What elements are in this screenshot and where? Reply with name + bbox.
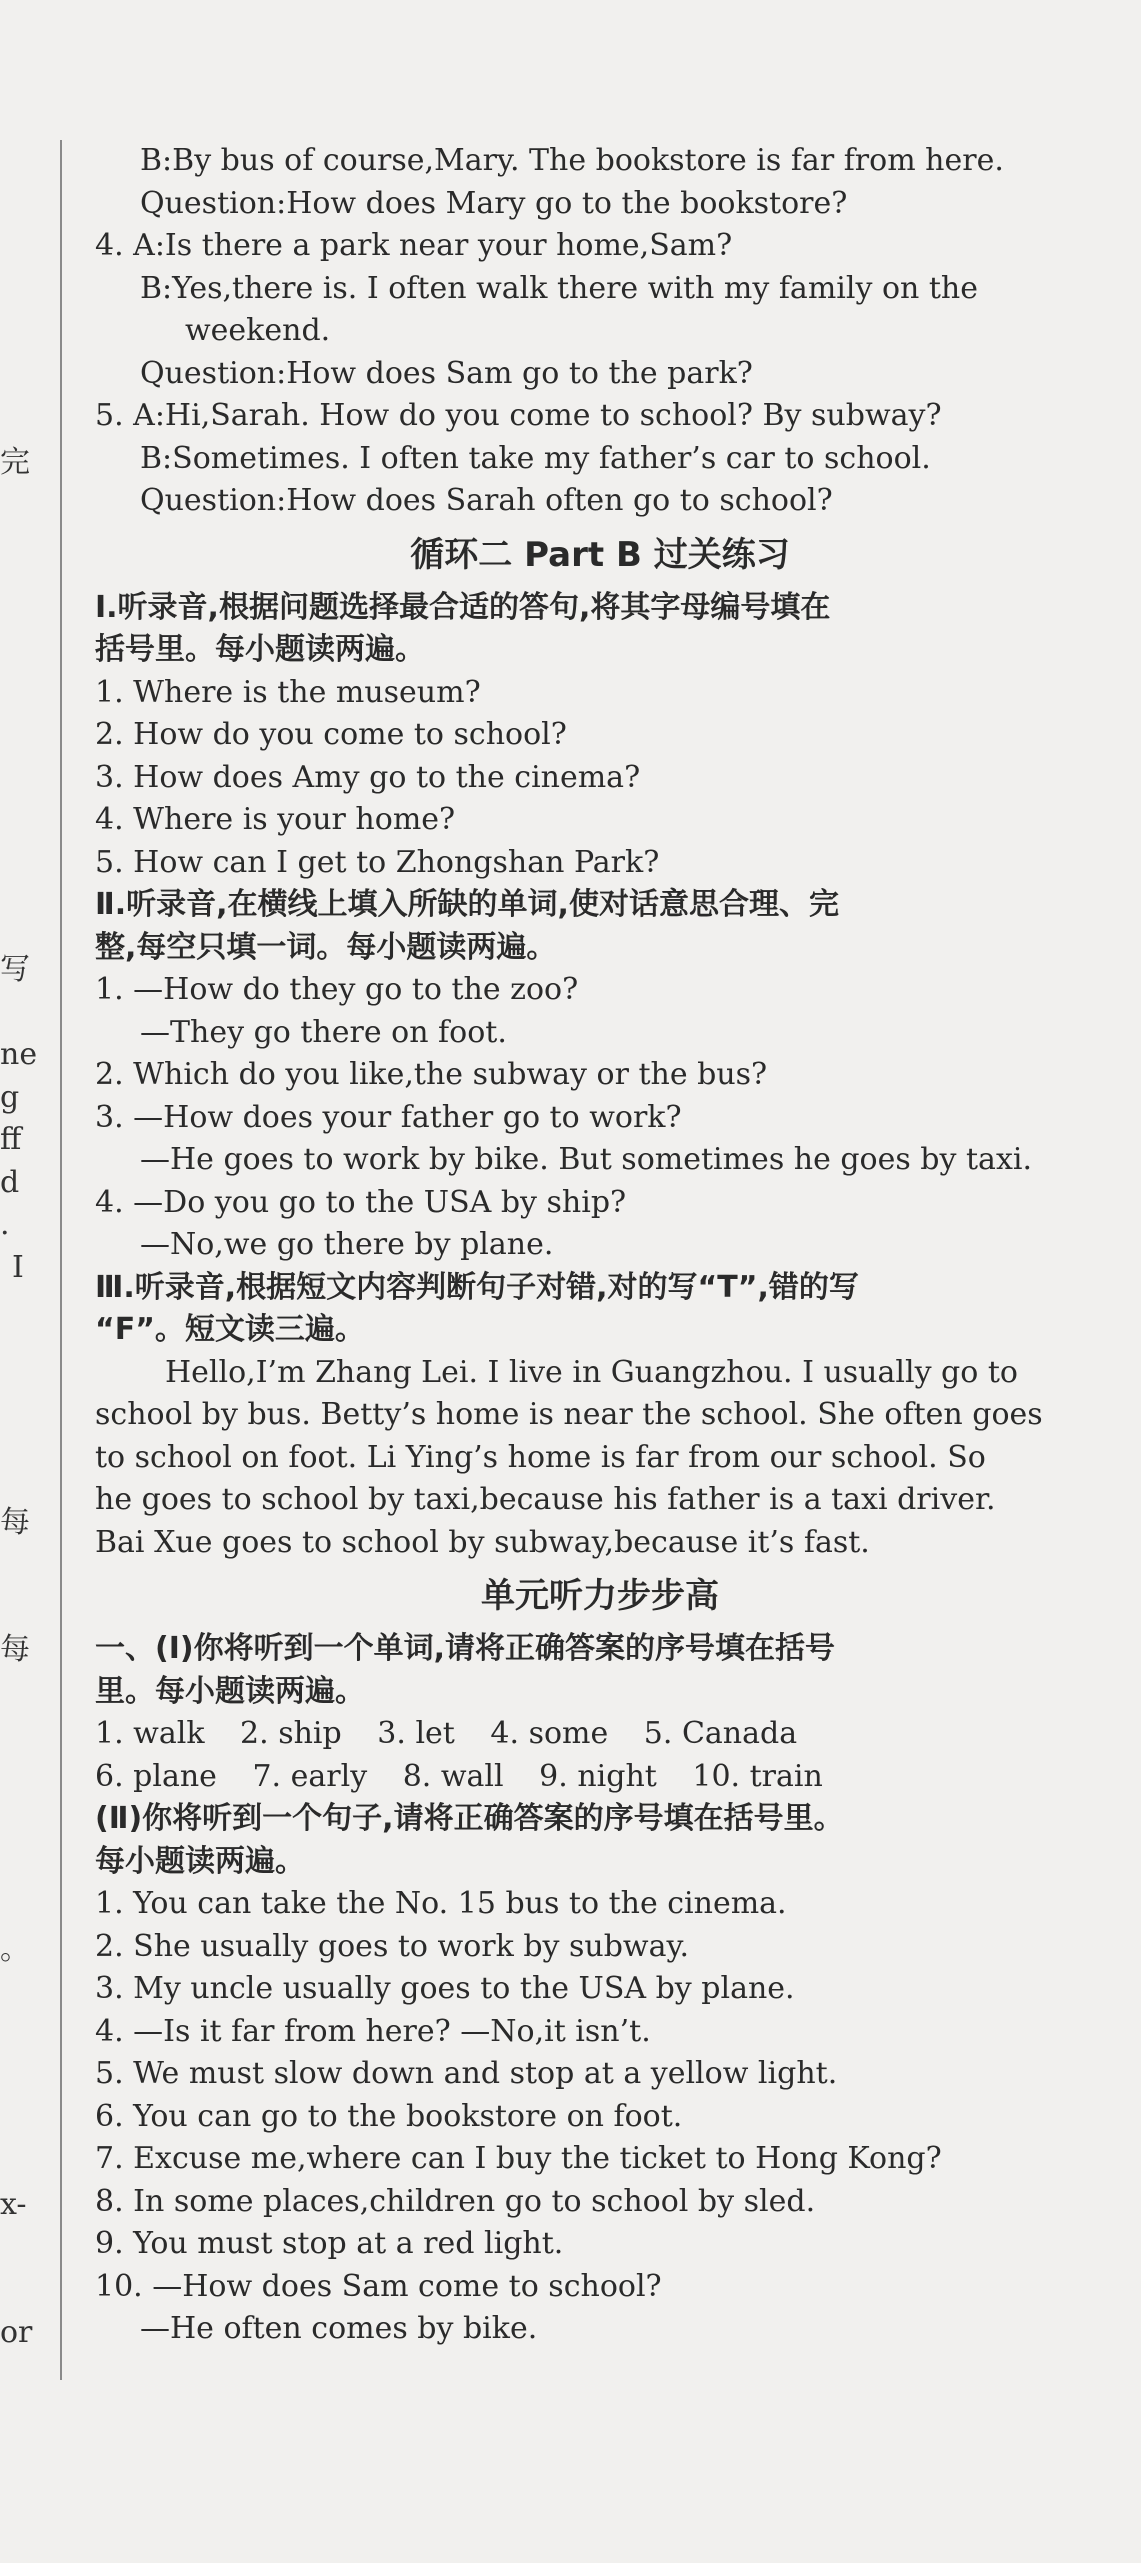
dialogue-line: —He goes to work by bike. But sometimes he goes by taxi.	[140, 1142, 1032, 1177]
margin-fragment: d	[0, 1165, 20, 1200]
instruction-line: Ⅰ.听录音,根据问题选择最合适的答句,将其字母编号填在	[95, 589, 831, 625]
passage-line: Hello,I’m Zhang Lei. I live in Guangzhou. I usually go to	[165, 1354, 1018, 1390]
sentence-item: 4. —Is it far from here? —No,it isn’t.	[95, 2013, 651, 2049]
word-item: 4. some	[490, 1716, 609, 1751]
margin-fragment: I	[12, 1250, 24, 1285]
section-title: 循环二 Part B 过关练习	[410, 534, 790, 575]
word-row	[95, 1713, 1105, 1756]
sentence-item: 5. We must slow down and stop at a yellow light.	[95, 2056, 838, 2091]
word-item: 10. train	[692, 1758, 823, 1794]
word-item: 9. night	[539, 1758, 657, 1794]
margin-fragment: .	[0, 1207, 10, 1242]
word-item: 5. Canada	[643, 1716, 798, 1751]
instruction-line: “F”。短文读三遍。	[95, 1312, 365, 1347]
unit-part-1	[95, 1628, 1105, 1798]
margin-fragment: ff	[0, 1122, 22, 1157]
instruction-line: Ⅲ.听录音,根据短文内容判断句子对错,对的写“T”,错的写	[95, 1269, 859, 1305]
margin-fragment: g	[0, 1080, 20, 1115]
word-item: 3. let	[377, 1716, 455, 1751]
word-item: 2. ship	[240, 1716, 342, 1751]
margin-fragment: 写	[0, 952, 30, 987]
part-2	[95, 884, 1105, 1267]
passage-line: Bai Xue goes to school by subway,because it’s fast.	[95, 1524, 870, 1560]
section-title: 单元听力步步高	[481, 1576, 719, 1616]
question-item: 5. How can I get to Zhongshan Park?	[95, 844, 660, 880]
dialogue-line: 4. —Do you go to the USA by ship?	[95, 1184, 627, 1220]
instruction-line: 里。每小题读两遍。	[95, 1673, 365, 1709]
instruction-line: Ⅱ.听录音,在横线上填入所缺的单词,使对话意思合理、完	[95, 887, 839, 922]
sentence-item: 6. You can go to the bookstore on foot.	[95, 2098, 683, 2134]
sentence-item: 3. My uncle usually goes to the USA by plane.	[95, 1971, 795, 2006]
passage-line: to school on foot. Li Ying’s home is far from our school. So	[95, 1439, 986, 1475]
unit-part-2	[95, 1798, 1105, 2351]
word-item: 6. plane	[95, 1758, 217, 1794]
text-line: 4. A:Is there a park near your home,Sam?	[95, 228, 733, 263]
margin-fragment: 。	[0, 1932, 30, 1967]
page-content	[95, 140, 1105, 2351]
sentence-item: 1. You can take the No. 15 bus to the cinema.	[95, 1886, 787, 1921]
sentence-item: 2. She usually goes to work by subway.	[95, 1928, 689, 1964]
left-margin-rule	[60, 140, 62, 2380]
sentence-item: 10. —How does Sam come to school?	[95, 2268, 662, 2304]
word-item: 8. wall	[402, 1758, 504, 1794]
part-1	[95, 587, 1105, 885]
margin-fragment: ne	[0, 1037, 38, 1072]
text-line: B:Yes,there is. I often walk there with my family on the	[140, 270, 978, 306]
margin-fragment: or	[0, 2315, 33, 2350]
dialogue-line: 2. Which do you like,the subway or the bus?	[95, 1057, 768, 1092]
margin-fragment: x-	[0, 2187, 27, 2222]
question-item: 3. How does Amy go to the cinema?	[95, 759, 641, 795]
margin-fragment: 每	[0, 1505, 30, 1540]
text-line: Question:How does Sarah often go to school?	[140, 483, 833, 518]
passage-line: school by bus. Betty’s home is near the school. She often goes	[95, 1397, 1043, 1432]
text-line: weekend.	[185, 313, 331, 348]
sentence-item: 8. In some places,children go to school by sled.	[95, 2183, 816, 2219]
text-line: B:By bus of course,Mary. The bookstore is far from here.	[140, 143, 1004, 178]
sentence-item: —He often comes by bike.	[140, 2311, 538, 2346]
dialogue-continuation	[95, 140, 1105, 523]
text-line: Question:How does Sam go to the park?	[140, 355, 753, 391]
passage-line: he goes to school by taxi,because his father is a taxi driver.	[95, 1482, 996, 1517]
question-item: 4. Where is your home?	[95, 802, 456, 837]
word-row	[95, 1756, 1105, 1799]
instruction-line: (Ⅱ)你将听到一个句子,请将正确答案的序号填在括号里。	[95, 1801, 844, 1836]
question-item: 2. How do you come to school?	[95, 717, 567, 752]
word-item: 1. walk	[95, 1716, 205, 1751]
dialogue-line: 3. —How does your father go to work?	[95, 1099, 682, 1135]
sentence-item: 9. You must stop at a red light.	[95, 2226, 564, 2261]
instruction-line: 一、(Ⅰ)你将听到一个单词,请将正确答案的序号填在括号	[95, 1631, 835, 1666]
instruction-line: 每小题读两遍。	[95, 1843, 305, 1879]
dialogue-line: —No,we go there by plane.	[140, 1227, 554, 1262]
sentence-item: 7. Excuse me,where can I buy the ticket to Hong Kong?	[95, 2141, 942, 2176]
word-item: 7. early	[252, 1758, 368, 1794]
question-item: 1. Where is the museum?	[95, 674, 481, 710]
part-3	[95, 1267, 1105, 1565]
text-line: B:Sometimes. I often take my father’s car to school.	[140, 440, 931, 476]
margin-fragment: 每	[0, 1632, 30, 1667]
text-line: 5. A:Hi,Sarah. How do you come to school? By subway?	[95, 398, 942, 433]
instruction-line: 整,每空只填一词。每小题读两遍。	[95, 929, 557, 965]
dialogue-line: —They go there on foot.	[140, 1014, 507, 1050]
dialogue-line: 1. —How do they go to the zoo?	[95, 972, 579, 1007]
instruction-line: 括号里。每小题读两遍。	[95, 632, 425, 667]
margin-fragment: 完	[0, 445, 30, 480]
text-line: Question:How does Mary go to the bookstore?	[140, 185, 848, 221]
